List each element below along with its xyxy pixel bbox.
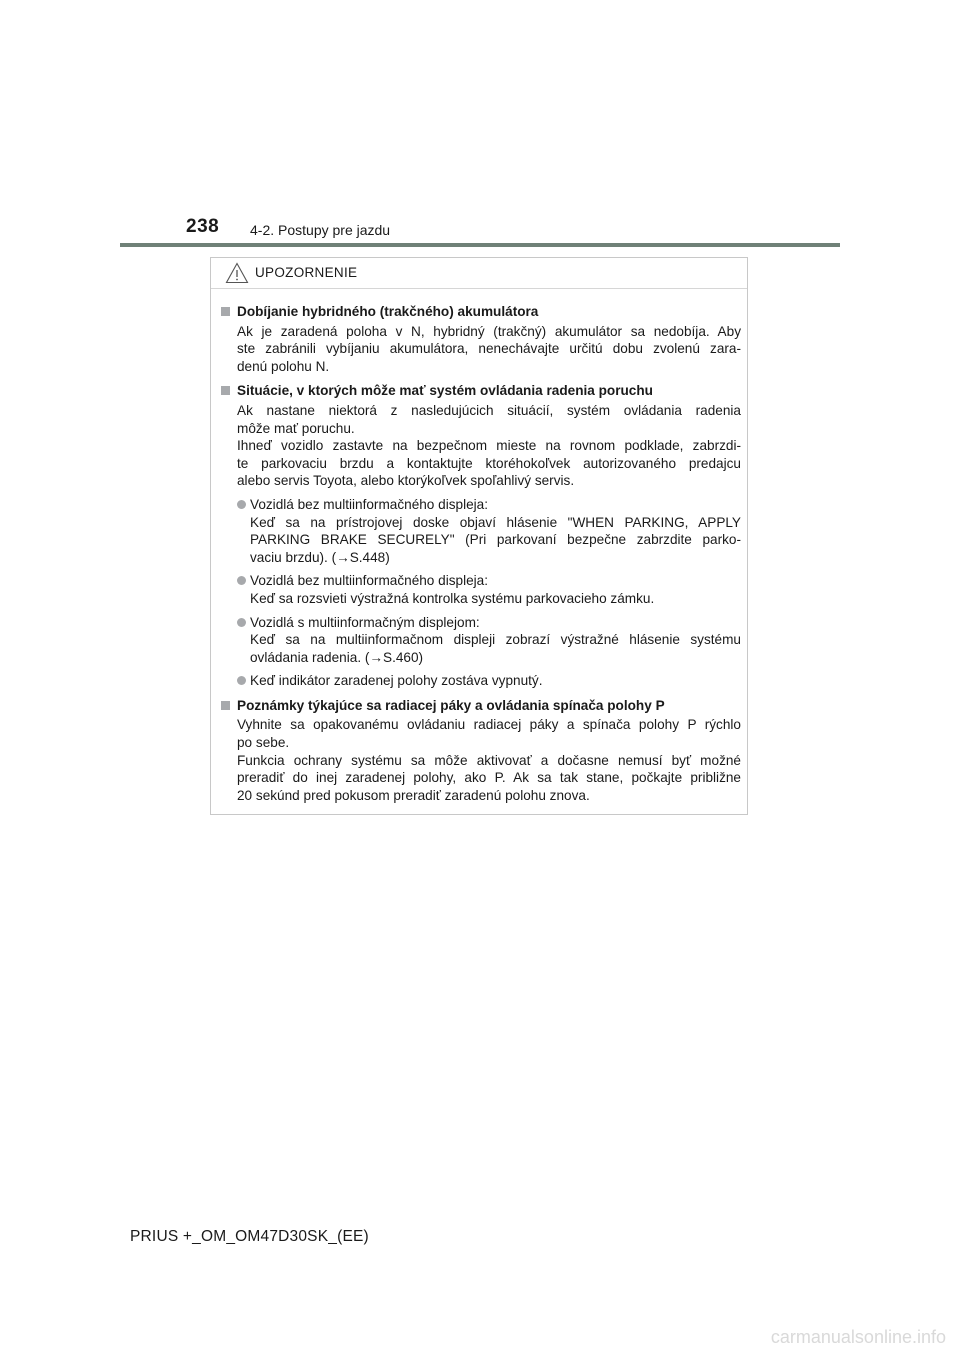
text-line: Ak nastane niektorá z nasledujúcich situácií, systém ovládania radenia [237, 402, 741, 418]
paragraph-charging [221, 323, 741, 376]
text-line: vaciu brzdu). (→S.448) [250, 549, 390, 565]
square-bullet-icon [221, 307, 230, 316]
header-rule [120, 243, 840, 247]
text-line: PARKING BRAKE SECURELY" (Pri parkovaní bezpečne zabrzdite parko- [250, 532, 741, 548]
dot-bullet-icon [237, 676, 246, 685]
dot-bullet-icon [237, 500, 246, 509]
list-item [237, 572, 741, 607]
text-line: Vyhnite sa opakovanému ovládaniu radiacej páky a spínača polohy P rýchlo [237, 717, 741, 733]
paragraph-shift-lever [221, 716, 741, 804]
text-line: Vozidlá bez multiinformačného displeja: [250, 496, 489, 512]
malfunction-list [221, 496, 741, 690]
warning-body [211, 289, 747, 804]
text-line: denú polohu N. [237, 358, 330, 374]
warning-title: UPOZORNENIE [255, 265, 358, 280]
square-bullet-icon [221, 701, 230, 710]
list-item [237, 614, 741, 667]
warning-header [211, 258, 747, 289]
text-line: Funkcia ochrany systému sa môže aktivovať a dočasne nemusí byť možné [237, 752, 741, 768]
paragraph-malfunction [221, 402, 741, 490]
text-line: Vozidlá bez multiinformačného displeja: [250, 573, 489, 589]
section-heading-charging [221, 303, 741, 321]
heading-text: Dobíjanie hybridného (trakčného) akumulátora [237, 304, 539, 319]
text-line: Ak je zaradená poloha v N, hybridný (trakčný) akumulátor sa nedobíja. Aby [237, 323, 741, 339]
dot-bullet-icon [237, 576, 246, 585]
text-line: ste zabránili vybíjaniu akumulátora, nenechávajte určitú dobu zvolenú zara- [237, 341, 741, 357]
text-line: Ihneď vozidlo zastavte na bezpečnom mieste na rovnom podklade, zabrzdi- [237, 438, 741, 454]
page-header [0, 0, 960, 260]
list-item [237, 496, 741, 566]
text-line: Keď sa na prístrojovej doske objaví hlásenie "WHEN PARKING, APPLY [250, 514, 741, 530]
section-title: 4-2. Postupy pre jazdu [250, 222, 391, 238]
text-line: alebo servis Toyota, alebo ktorýkoľvek spoľahlivý servis. [237, 473, 575, 489]
warning-box [210, 257, 748, 815]
text-line: po sebe. [237, 735, 290, 751]
page-number: 238 [186, 216, 220, 237]
watermark[interactable]: carmanualsonline.info [770, 1327, 946, 1347]
text-line: te parkovaciu brzdu a kontaktujte ktoréhokoľvek autorizovaného predajcu [237, 455, 741, 471]
section-heading-shift-lever [221, 697, 741, 715]
warning-triangle-icon [225, 262, 249, 284]
text-line: Keď indikátor zaradenej polohy zostáva vypnutý. [250, 673, 543, 689]
text-line: ovládania radenia. (→S.460) [250, 649, 424, 665]
text-line: Vozidlá s multiinformačným displejom: [250, 614, 480, 630]
list-item [237, 672, 741, 690]
text-line: môže mať poruchu. [237, 420, 355, 436]
section-heading-malfunction [221, 382, 741, 400]
heading-text: Poznámky týkajúce sa radiacej páky a ovládania spínača polohy P [237, 697, 665, 713]
text-line: 20 sekúnd pred pokusom preradiť zaradenú polohu znova. [237, 787, 590, 803]
text-line: Keď sa na multiinformačnom displeji zobrazí výstražné hlásenie systému [250, 632, 741, 648]
text-line: preradiť do inej zaradenej polohy, ako P. Ak sa tak stane, počkajte približne [237, 770, 741, 786]
heading-text: Situácie, v ktorých môže mať systém ovládania radenia poruchu [237, 383, 653, 399]
text-line: Keď sa rozsvieti výstražná kontrolka systému parkovacieho zámku. [250, 590, 655, 606]
document-code: PRIUS +_OM_OM47D30SK_(EE) [130, 1228, 369, 1245]
square-bullet-icon [221, 386, 230, 395]
dot-bullet-icon [237, 618, 246, 627]
